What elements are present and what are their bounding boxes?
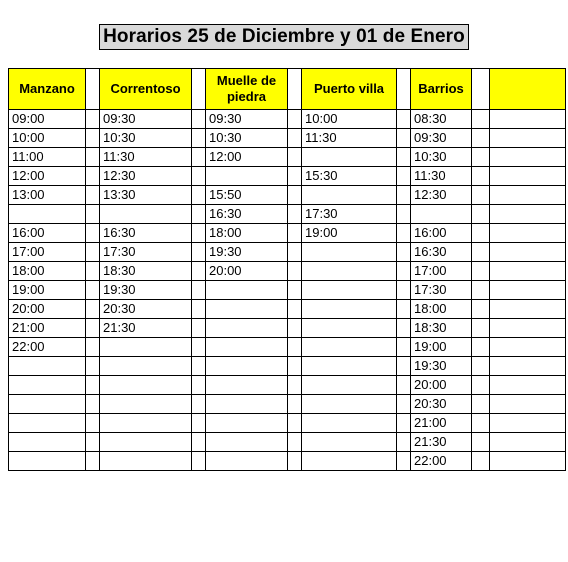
time-cell-manzano [9, 433, 86, 452]
spacer-cell [86, 338, 100, 357]
time-cell-correntoso: 21:30 [100, 319, 192, 338]
time-cell-correntoso: 19:30 [100, 281, 192, 300]
empty-cell [490, 376, 566, 395]
time-cell-correntoso: 09:30 [100, 110, 192, 129]
table-row [9, 243, 566, 262]
spacer-cell [397, 243, 411, 262]
time-cell-barrios: 17:30 [411, 281, 472, 300]
column-header-puerto: Puerto villa [302, 69, 397, 110]
table-row [9, 319, 566, 338]
time-cell-manzano: 20:00 [9, 300, 86, 319]
table-row [9, 376, 566, 395]
time-cell-manzano [9, 414, 86, 433]
time-cell-barrios: 20:30 [411, 395, 472, 414]
spacer-cell [397, 262, 411, 281]
spacer-cell [472, 281, 490, 300]
spacer-header [397, 69, 411, 110]
time-cell-muelle [206, 338, 288, 357]
time-cell-barrios: 08:30 [411, 110, 472, 129]
spacer-cell [397, 167, 411, 186]
table-row [9, 110, 566, 129]
empty-cell [490, 338, 566, 357]
spacer-cell [288, 243, 302, 262]
spacer-cell [192, 452, 206, 471]
time-cell-barrios [411, 205, 472, 224]
time-cell-correntoso: 20:30 [100, 300, 192, 319]
spacer-cell [86, 262, 100, 281]
spacer-cell [472, 186, 490, 205]
time-cell-correntoso: 13:30 [100, 186, 192, 205]
spacer-cell [86, 243, 100, 262]
empty-cell [490, 452, 566, 471]
time-cell-manzano: 10:00 [9, 129, 86, 148]
spacer-cell [192, 205, 206, 224]
table-row [9, 281, 566, 300]
spacer-cell [397, 110, 411, 129]
spacer-cell [288, 167, 302, 186]
spacer-cell [192, 300, 206, 319]
spacer-cell [397, 300, 411, 319]
empty-cell [490, 224, 566, 243]
header-row [9, 69, 566, 110]
time-cell-muelle [206, 452, 288, 471]
time-cell-barrios: 22:00 [411, 452, 472, 471]
spacer-cell [288, 414, 302, 433]
spacer-cell [397, 395, 411, 414]
time-cell-barrios: 10:30 [411, 148, 472, 167]
spacer-cell [192, 376, 206, 395]
spacer-cell [472, 129, 490, 148]
table-row [9, 357, 566, 376]
time-cell-puerto: 11:30 [302, 129, 397, 148]
time-cell-muelle: 16:30 [206, 205, 288, 224]
time-cell-manzano: 11:00 [9, 148, 86, 167]
time-cell-manzano [9, 452, 86, 471]
spacer-cell [86, 376, 100, 395]
time-cell-barrios: 12:30 [411, 186, 472, 205]
spacer-cell [288, 281, 302, 300]
spacer-cell [472, 110, 490, 129]
spacer-cell [86, 167, 100, 186]
spacer-cell [472, 243, 490, 262]
spacer-cell [288, 148, 302, 167]
spacer-cell [192, 224, 206, 243]
spacer-cell [397, 376, 411, 395]
time-cell-correntoso: 17:30 [100, 243, 192, 262]
time-cell-muelle [206, 300, 288, 319]
time-cell-manzano: 18:00 [9, 262, 86, 281]
spacer-cell [288, 186, 302, 205]
time-cell-barrios: 11:30 [411, 167, 472, 186]
schedule-table [8, 68, 566, 471]
time-cell-puerto: 17:30 [302, 205, 397, 224]
spacer-cell [397, 129, 411, 148]
spacer-cell [397, 357, 411, 376]
spacer-cell [86, 281, 100, 300]
time-cell-correntoso [100, 205, 192, 224]
spacer-cell [288, 110, 302, 129]
table-row [9, 262, 566, 281]
spacer-cell [86, 186, 100, 205]
empty-cell [490, 357, 566, 376]
spacer-cell [86, 129, 100, 148]
spacer-cell [397, 319, 411, 338]
spacer-cell [397, 224, 411, 243]
spacer-cell [86, 224, 100, 243]
spacer-header [192, 69, 206, 110]
time-cell-manzano [9, 357, 86, 376]
spacer-cell [288, 262, 302, 281]
spacer-cell [192, 129, 206, 148]
time-cell-barrios: 09:30 [411, 129, 472, 148]
empty-cell [490, 395, 566, 414]
spacer-cell [192, 262, 206, 281]
time-cell-manzano [9, 205, 86, 224]
time-cell-manzano: 12:00 [9, 167, 86, 186]
time-cell-muelle [206, 376, 288, 395]
time-cell-manzano [9, 376, 86, 395]
spacer-cell [288, 357, 302, 376]
empty-cell [490, 129, 566, 148]
empty-cell [490, 281, 566, 300]
spacer-cell [86, 433, 100, 452]
time-cell-barrios: 18:00 [411, 300, 472, 319]
spacer-cell [192, 395, 206, 414]
time-cell-puerto [302, 376, 397, 395]
table-row [9, 167, 566, 186]
spacer-cell [472, 357, 490, 376]
time-cell-muelle [206, 357, 288, 376]
spacer-cell [288, 452, 302, 471]
spacer-cell [472, 224, 490, 243]
time-cell-muelle [206, 167, 288, 186]
spacer-cell [472, 376, 490, 395]
time-cell-muelle: 09:30 [206, 110, 288, 129]
spacer-cell [397, 414, 411, 433]
spacer-cell [397, 281, 411, 300]
table-row [9, 433, 566, 452]
spacer-cell [472, 414, 490, 433]
empty-cell [490, 205, 566, 224]
spacer-cell [288, 319, 302, 338]
table-row [9, 186, 566, 205]
spacer-cell [288, 224, 302, 243]
spacer-header [288, 69, 302, 110]
table-row [9, 414, 566, 433]
spacer-cell [472, 300, 490, 319]
time-cell-manzano: 09:00 [9, 110, 86, 129]
time-cell-barrios: 21:30 [411, 433, 472, 452]
time-cell-manzano: 19:00 [9, 281, 86, 300]
empty-cell [490, 433, 566, 452]
time-cell-muelle: 12:00 [206, 148, 288, 167]
time-cell-puerto [302, 338, 397, 357]
empty-cell [490, 300, 566, 319]
time-cell-puerto: 10:00 [302, 110, 397, 129]
spacer-cell [397, 148, 411, 167]
spacer-cell [86, 452, 100, 471]
empty-cell [490, 319, 566, 338]
spacer-cell [192, 433, 206, 452]
spacer-cell [472, 167, 490, 186]
time-cell-puerto [302, 262, 397, 281]
empty-cell [490, 262, 566, 281]
time-cell-puerto [302, 300, 397, 319]
empty-cell [490, 110, 566, 129]
spacer-cell [472, 148, 490, 167]
time-cell-puerto [302, 452, 397, 471]
column-header-manzano: Manzano [9, 69, 86, 110]
column-header-barrios: Barrios [411, 69, 472, 110]
time-cell-manzano [9, 395, 86, 414]
time-cell-correntoso [100, 357, 192, 376]
empty-cell [490, 243, 566, 262]
time-cell-correntoso [100, 338, 192, 357]
time-cell-manzano: 22:00 [9, 338, 86, 357]
time-cell-puerto [302, 243, 397, 262]
time-cell-muelle [206, 281, 288, 300]
time-cell-barrios: 19:00 [411, 338, 472, 357]
time-cell-correntoso [100, 452, 192, 471]
spacer-header [86, 69, 100, 110]
spacer-cell [192, 110, 206, 129]
time-cell-barrios: 20:00 [411, 376, 472, 395]
time-cell-muelle: 15:50 [206, 186, 288, 205]
time-cell-manzano: 21:00 [9, 319, 86, 338]
time-cell-barrios: 16:30 [411, 243, 472, 262]
time-cell-muelle: 19:30 [206, 243, 288, 262]
spacer-cell [288, 338, 302, 357]
column-header-muelle: Muelle de piedra [206, 69, 288, 110]
spacer-cell [192, 243, 206, 262]
time-cell-puerto [302, 281, 397, 300]
spacer-cell [288, 433, 302, 452]
spacer-cell [86, 300, 100, 319]
time-cell-manzano: 16:00 [9, 224, 86, 243]
spacer-cell [472, 452, 490, 471]
time-cell-correntoso [100, 433, 192, 452]
spacer-cell [86, 148, 100, 167]
spacer-cell [472, 395, 490, 414]
empty-header [490, 69, 566, 110]
time-cell-correntoso: 10:30 [100, 129, 192, 148]
time-cell-puerto: 15:30 [302, 167, 397, 186]
time-cell-puerto [302, 357, 397, 376]
time-cell-muelle: 10:30 [206, 129, 288, 148]
time-cell-puerto: 19:00 [302, 224, 397, 243]
spacer-cell [86, 205, 100, 224]
time-cell-correntoso: 11:30 [100, 148, 192, 167]
spacer-cell [288, 376, 302, 395]
spacer-cell [86, 357, 100, 376]
time-cell-muelle [206, 414, 288, 433]
spacer-cell [192, 148, 206, 167]
time-cell-muelle: 20:00 [206, 262, 288, 281]
time-cell-barrios: 18:30 [411, 319, 472, 338]
time-cell-manzano: 13:00 [9, 186, 86, 205]
time-cell-puerto [302, 186, 397, 205]
time-cell-puerto [302, 414, 397, 433]
spacer-cell [472, 338, 490, 357]
time-cell-barrios: 17:00 [411, 262, 472, 281]
time-cell-puerto [302, 148, 397, 167]
time-cell-puerto [302, 395, 397, 414]
table-row [9, 129, 566, 148]
spacer-cell [192, 186, 206, 205]
spacer-cell [472, 319, 490, 338]
table-row [9, 205, 566, 224]
spacer-cell [192, 281, 206, 300]
spacer-cell [86, 395, 100, 414]
spacer-cell [192, 338, 206, 357]
spacer-cell [86, 414, 100, 433]
table-row [9, 452, 566, 471]
spacer-cell [86, 110, 100, 129]
spacer-header [472, 69, 490, 110]
empty-cell [490, 167, 566, 186]
spacer-cell [472, 262, 490, 281]
time-cell-muelle [206, 433, 288, 452]
spacer-cell [472, 433, 490, 452]
time-cell-correntoso: 18:30 [100, 262, 192, 281]
time-cell-barrios: 21:00 [411, 414, 472, 433]
spacer-cell [192, 357, 206, 376]
time-cell-muelle: 18:00 [206, 224, 288, 243]
time-cell-correntoso [100, 414, 192, 433]
spacer-cell [192, 319, 206, 338]
table-row [9, 148, 566, 167]
table-row [9, 224, 566, 243]
table-row [9, 338, 566, 357]
spacer-cell [86, 319, 100, 338]
spacer-cell [192, 167, 206, 186]
column-header-correntoso: Correntoso [100, 69, 192, 110]
table-row [9, 395, 566, 414]
schedule-title: Horarios 25 de Diciembre y 01 de Enero [99, 24, 469, 50]
empty-cell [490, 186, 566, 205]
spacer-cell [288, 395, 302, 414]
time-cell-muelle [206, 319, 288, 338]
time-cell-puerto [302, 319, 397, 338]
time-cell-manzano: 17:00 [9, 243, 86, 262]
time-cell-barrios: 16:00 [411, 224, 472, 243]
empty-cell [490, 148, 566, 167]
time-cell-correntoso [100, 395, 192, 414]
spacer-cell [397, 186, 411, 205]
table-row [9, 300, 566, 319]
spacer-cell [397, 433, 411, 452]
spacer-cell [397, 205, 411, 224]
time-cell-correntoso [100, 376, 192, 395]
time-cell-muelle [206, 395, 288, 414]
spacer-cell [397, 452, 411, 471]
spacer-cell [397, 338, 411, 357]
spacer-cell [288, 300, 302, 319]
spacer-cell [288, 129, 302, 148]
time-cell-barrios: 19:30 [411, 357, 472, 376]
empty-cell [490, 414, 566, 433]
time-cell-correntoso: 12:30 [100, 167, 192, 186]
spacer-cell [192, 414, 206, 433]
time-cell-correntoso: 16:30 [100, 224, 192, 243]
spacer-cell [288, 205, 302, 224]
time-cell-puerto [302, 433, 397, 452]
spacer-cell [472, 205, 490, 224]
